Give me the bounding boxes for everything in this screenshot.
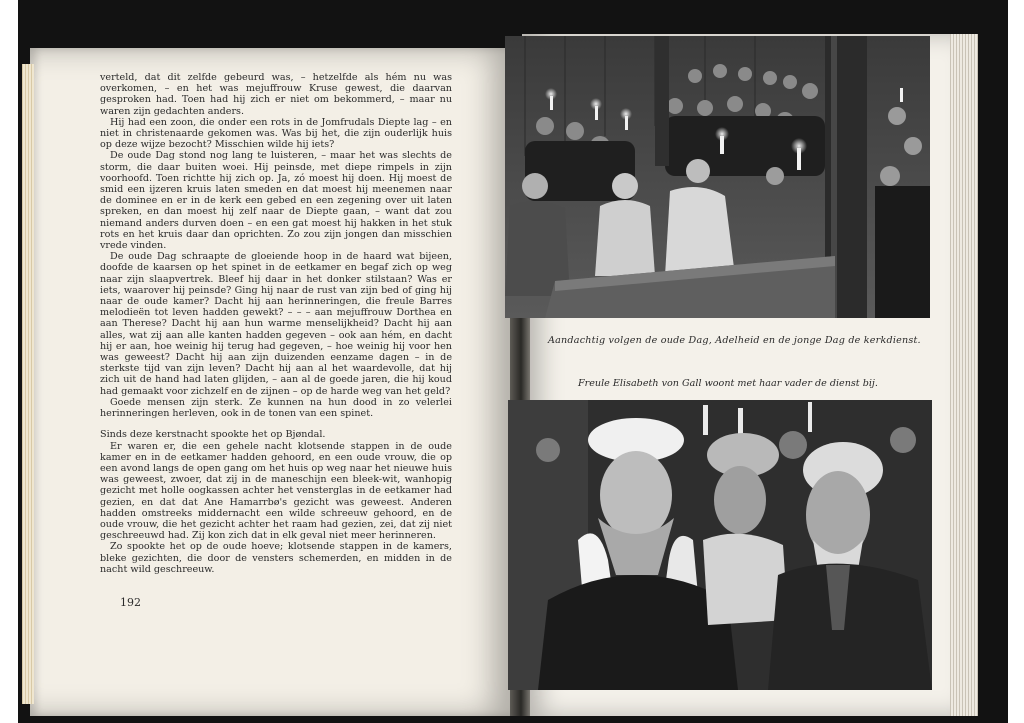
paragraph: De oude Dag stond nog lang te luisteren, – maar het was slechts de storm, die daar buiten woei. Hij peinsde, met diepe rimpels in zijn voorhoofd. Toen richtte hij zich op. Ja, zó moest hij doen. Hij moest de smid een ijzeren kruis laten smeden en dat moest hij meenemen naar de dominee en er in de kerk een gebed en een zegening over uit laten spreken, en dan moest hij zelf naar de Diepte gaan, – want dat zou niemand anders durven doen – en een gat moest hij hakken in het stuk rots en het kruis daar dan oprichten. Zo zou zijn jongen dan misschien vrede vinden. <box>100 150 452 252</box>
paragraph: Goede mensen zijn sterk. Ze kunnen na hun dood in zo velerlei herinneringen herleven, ook in de tonen van een spinet. <box>100 396 452 420</box>
paragraph: De oude Dag schraapte de gloeiende hoop in de haard wat bijeen, doofde de kaarsen op het spinet in de eetkamer en begaf zich op weg naar zijn slaapvertrek. Bleef hij daar in het donker stilstaan? Was er iets, waarover hij peinsde? Ging hij naar de rust van zijn bed of ging hij naar de oude kamer? Dacht hij aan herinneringen, die freule Barres melodieën tot leven hadden gewekt? – – – aan mejuffrouw Dorthea en aan Therese? Dacht hij aan hun warme menselijkheid? Dacht hij aan alles, wat zij aan alle kanten hadden gegeven – ook aan hém, en dacht hij er aan, hoe weinig hij terug had gegeven, – hoe weinig hij voor hen was geweest? Dacht hij aan zijn duizenden eenzame dagen – in de sterkste tijd van zijn leven? Dacht hij aan al het waardevolle, dat hij zich uit de hand had laten glijden, – aan al de goede jaren, die hij koud had gemaakt voor zichzelf en de zijnen – op de harde weg van het geld? <box>100 251 452 397</box>
church-scene-illustration <box>505 36 930 318</box>
paragraph: Sinds deze kerstnacht spookte het op Bjøndal. <box>100 429 326 441</box>
left-page-edges <box>22 64 34 704</box>
three-figures-photo <box>508 400 932 690</box>
paragraph: Hij had een zoon, die onder een rots in de Jomfrudals Diepte lag – en niet in christenaarde gekomen was. Was bij het, die zijn ouderlijk huis op deze wijze bezocht? Misschien wilde hij iets? <box>100 116 452 151</box>
three-figures-illustration <box>508 400 932 690</box>
paragraph: verteld, dat dit zelfde gebeurd was, – hetzelfde als hém nu was overkomen, – en het was mejuffrouw Kruse gewest, die daarvan gesproken had. Toen had hij zich er niet om bekommerd, – maar nu waren zijn gedachten anders. <box>100 72 452 117</box>
paragraph: Er waren er, die een gehele nacht klotsende stappen in de oude kamer en in de eetkamer hadden gehoord, en een oude vrouw, die op een avond langs de open gang om het huis op weg naar het nieuwe huis was geweest, zwoer, dat zij in de maneschijn een bleek-wit, wanhopig gezicht met holle oogkassen achter het vensterglas in de eetkamer had gezien, en dat dat Ane Hamarrbø's gezicht was geweest. Anderen hadden omstreeks middernacht een wilde schreeuw gehoord, en de oude vrouw, die het gezicht achter het raam had gezien, zei, dat zij niet geschreeuwd had. Zij kon zich dat in elk geval niet meer herinneren. <box>100 440 452 542</box>
page-number: 192 <box>120 596 141 609</box>
church-scene-photo <box>505 36 930 318</box>
caption-bottom: Freule Elisabeth von Gall woont met haar vader de dienst bij. <box>578 378 878 389</box>
paragraph: Zo spookte het op de oude hoeve; klotsende stappen in de kamers, bleke gezichten, die door de vensters schemerden, en midden in de nacht wild geschreeuw. <box>100 541 452 575</box>
right-page-edges <box>950 34 978 716</box>
body-text <box>100 72 452 575</box>
caption-top: Aandachtig volgen de oude Dag, Adelheid en de jonge Dag de kerkdienst. <box>548 335 921 346</box>
